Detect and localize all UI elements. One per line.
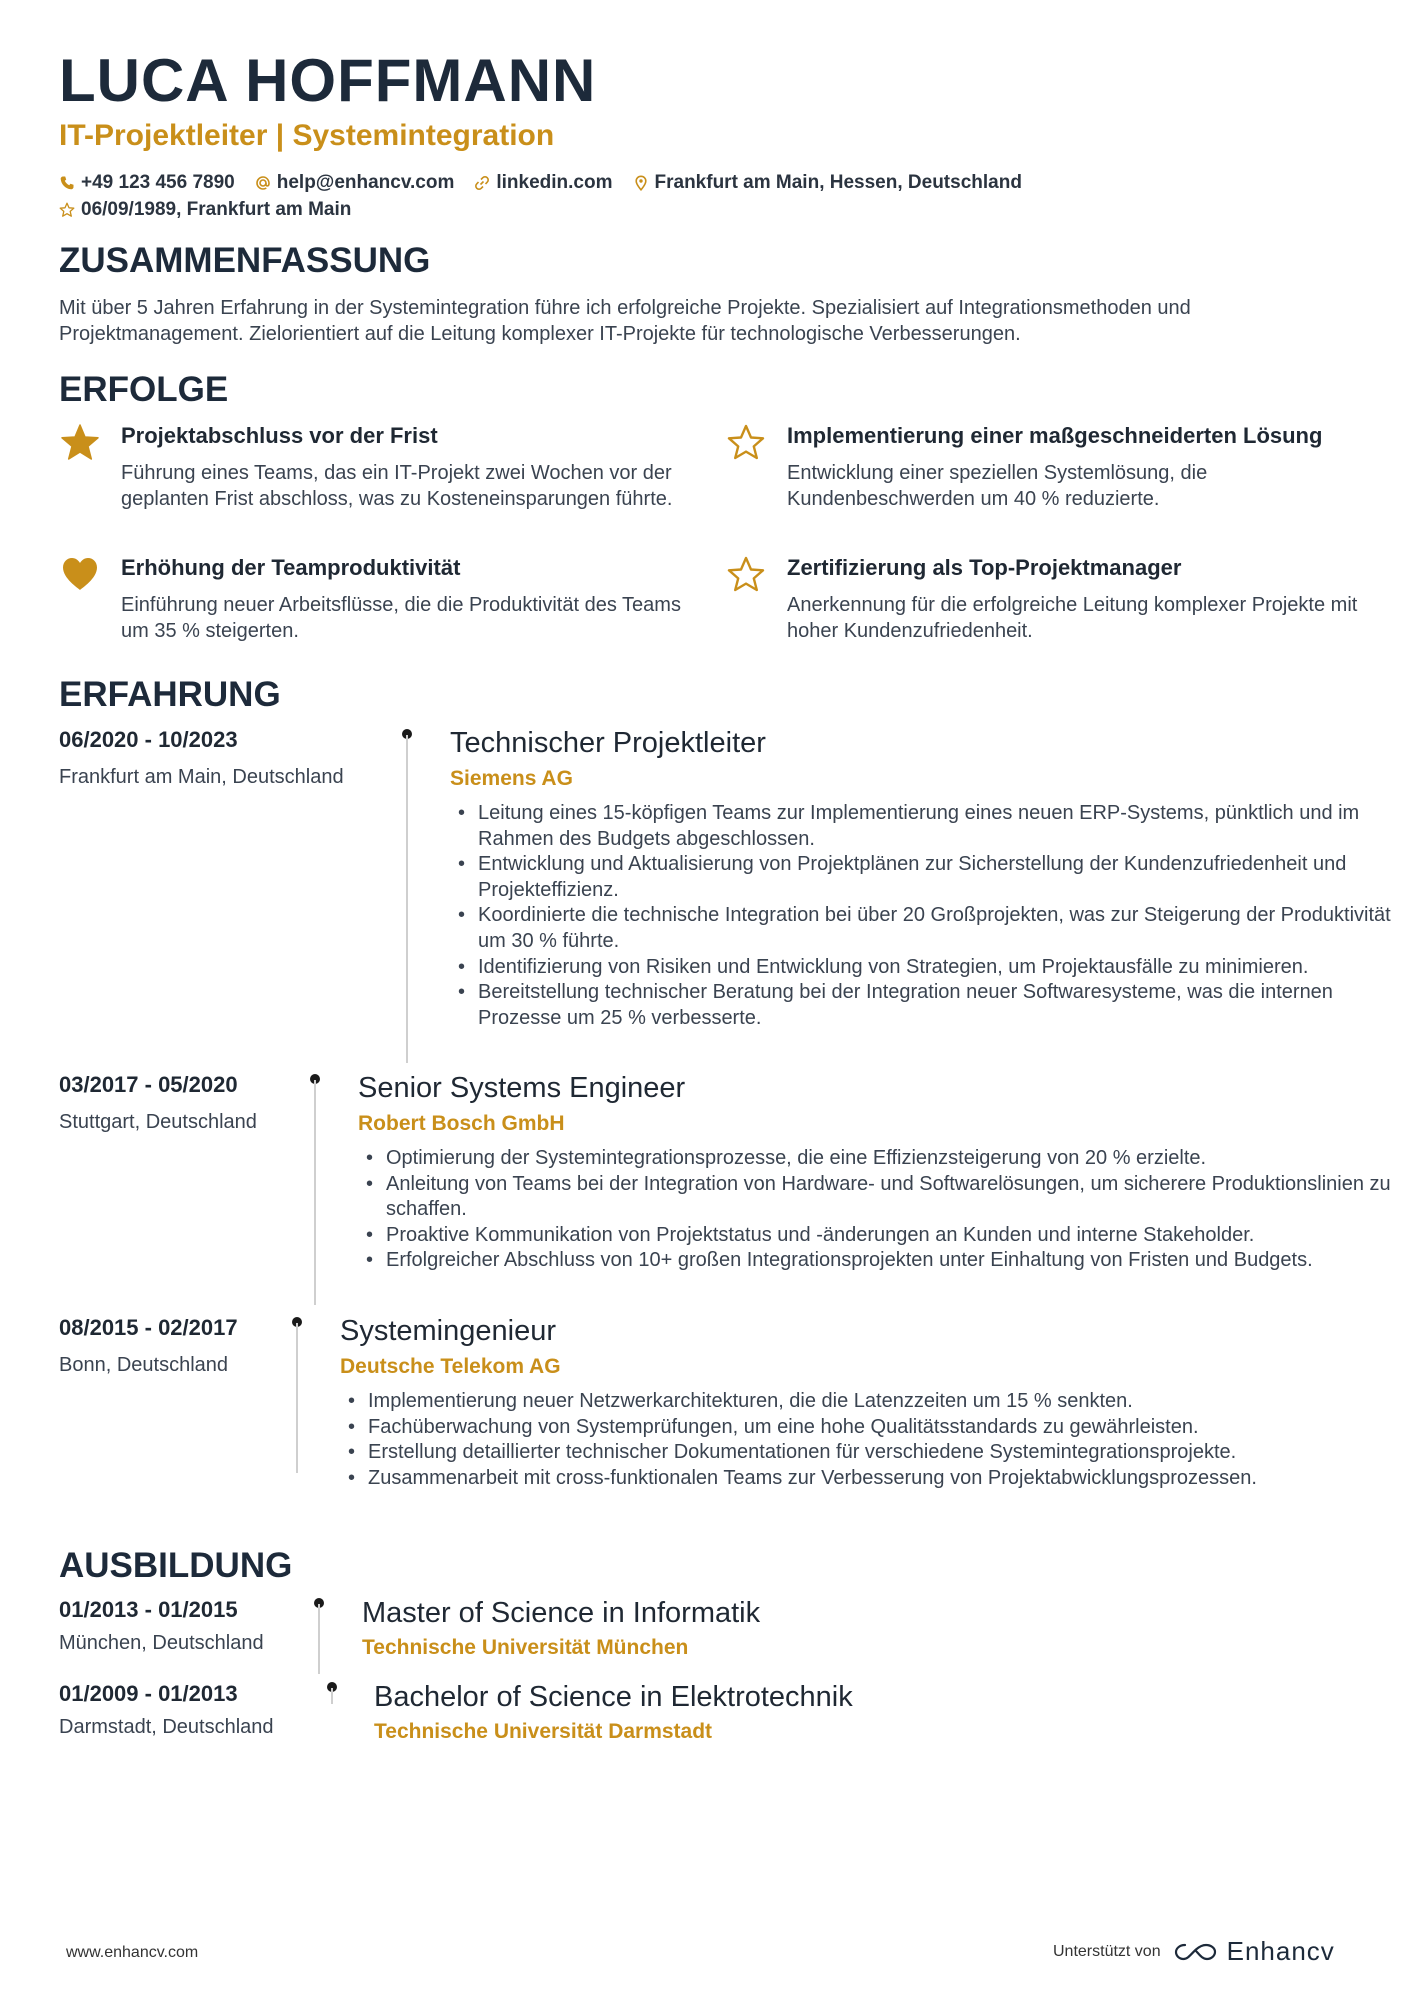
experience-company: Deutsche Telekom AG	[340, 1355, 561, 1378]
experience-role: Systemingenieur	[340, 1315, 556, 1347]
experience-date: 08/2015 - 02/2017	[59, 1315, 238, 1340]
timeline-line	[318, 1604, 320, 1674]
pin-icon	[633, 175, 649, 191]
education-location: Darmstadt, Deutschland	[59, 1716, 274, 1738]
education-degree: Master of Science in Informatik	[362, 1597, 761, 1629]
enhancv-logo-icon	[1173, 1940, 1219, 1964]
experience-location: Stuttgart, Deutschland	[59, 1111, 257, 1133]
timeline-line	[331, 1688, 333, 1704]
star-outline-icon	[727, 556, 765, 592]
achievement-title: Implementierung einer maßgeschneiderten Lösung	[787, 423, 1323, 448]
contact-email[interactable]	[255, 172, 455, 194]
candidate-subtitle: IT-Projektleiter | Systemintegration	[59, 119, 555, 152]
summary-heading: ZUSAMMENFASSUNG	[59, 241, 431, 280]
education-date: 01/2013 - 01/2015	[59, 1597, 238, 1622]
contact-linkedin[interactable]	[474, 172, 612, 194]
bullet-item: • Identifizierung von Risiken und Entwicklung von Strategien, um Projektausfälle zu minimieren.	[450, 955, 1410, 981]
bullet-item: • Entwicklung und Aktualisierung von Projektplänen zur Sicherstellung der Kundenzufriedenheit und Projekteffizienz.	[450, 852, 1410, 903]
experience-bullets	[450, 801, 1410, 1031]
timeline-line	[296, 1323, 298, 1473]
achievement-title: Erhöhung der Teamproduktivität	[121, 555, 461, 580]
contact-info	[59, 170, 1042, 224]
star-outline-icon	[59, 202, 75, 218]
contact-phone	[59, 172, 235, 194]
email-text: help@enhancv.com	[276, 172, 455, 193]
bullet-item: • Proaktive Kommunikation von Projektstatus und -änderungen an Kunden und interne Stakeholder.	[358, 1223, 1410, 1249]
experience-location: Bonn, Deutschland	[59, 1354, 229, 1376]
achievement-title: Projektabschluss vor der Frist	[121, 423, 438, 448]
experience-role: Senior Systems Engineer	[358, 1072, 686, 1104]
birth-text: 06/09/1989, Frankfurt am Main	[81, 199, 352, 220]
location-text: Frankfurt am Main, Hessen, Deutschland	[654, 172, 1022, 193]
education-location: München, Deutschland	[59, 1632, 264, 1654]
contact-row-2	[59, 197, 1042, 223]
bullet-item: • Erstellung detaillierter technischer Dokumentationen für verschiedene Systemintegrationsprojekte.	[340, 1440, 1410, 1466]
footer-branding	[1053, 1936, 1335, 1967]
bullet-item: • Leitung eines 15-köpfigen Teams zur Implementierung eines neuen ERP-Systems, pünktlich und im Rahmen des Budgets abgeschlossen.	[450, 801, 1410, 852]
star-outline-icon	[727, 424, 765, 460]
bullet-item: • Erfolgreicher Abschluss von 10+ großen Integrationsprojekten unter Einhaltung von Fristen und Budgets.	[358, 1248, 1410, 1274]
contact-location	[633, 172, 1022, 194]
contact-row-1	[59, 170, 1042, 196]
achievement-desc: Führung eines Teams, das ein IT-Projekt zwei Wochen vor der geplanten Frist abschloss, was zu Kosteneinsparungen führte.	[121, 462, 673, 510]
experience-bullets	[358, 1146, 1410, 1274]
experience-role: Technischer Projektleiter	[450, 727, 766, 759]
footer-powered-by: Unterstützt von	[1053, 1942, 1161, 1960]
experience-location: Frankfurt am Main, Deutschland	[59, 766, 344, 788]
bullet-item: • Zusammenarbeit mit cross-funktionalen Teams zur Verbesserung von Projektabwicklungsprozessen.	[340, 1466, 1410, 1492]
bullet-item: • Optimierung der Systemintegrationsprozesse, die eine Effizienzsteigerung von 20 % erzielte.	[358, 1146, 1410, 1172]
experience-bullets	[340, 1389, 1410, 1491]
candidate-name: LUCA HOFFMANN	[59, 47, 597, 114]
experience-heading: ERFAHRUNG	[59, 675, 281, 714]
bullet-item: • Anleitung von Teams bei der Integration von Hardware- und Softwarelösungen, um sicherere Produktionslinien zu schaffen.	[358, 1172, 1410, 1223]
footer-website[interactable]: www.enhancv.com	[66, 1944, 199, 1961]
education-school: Technische Universität Darmstadt	[374, 1720, 713, 1743]
education-school: Technische Universität München	[362, 1636, 689, 1659]
timeline-line	[406, 735, 408, 1063]
phone-text: +49 123 456 7890	[81, 172, 235, 193]
summary-text: Mit über 5 Jahren Erfahrung in der Systemintegration führe ich erfolgreiche Projekte. Spezialisiert auf Integrationsmethoden und Projektmanagement. Zielorientiert auf die Leitung komplexer IT-Projekte für technologische Verbesserungen.	[59, 297, 1191, 345]
bullet-item: • Fachüberwachung von Systemprüfungen, um eine hohe Qualitätsstandards zu gewährleisten.	[340, 1415, 1410, 1441]
phone-icon	[59, 175, 75, 191]
achievement-desc: Einführung neuer Arbeitsflüsse, die die Produktivität des Teams um 35 % steigerten.	[121, 594, 681, 642]
experience-date: 03/2017 - 05/2020	[59, 1072, 238, 1097]
timeline-line	[314, 1080, 316, 1305]
link-icon	[474, 175, 490, 191]
achievement-desc: Anerkennung für die erfolgreiche Leitung komplexer Projekte mit hoher Kundenzufriedenheit.	[787, 594, 1358, 642]
experience-company: Siemens AG	[450, 767, 573, 790]
linkedin-text: linkedin.com	[496, 172, 613, 193]
experience-date: 06/2020 - 10/2023	[59, 727, 238, 752]
education-heading: AUSBILDUNG	[59, 1546, 293, 1585]
achievements-heading: ERFOLGE	[59, 370, 229, 409]
education-degree: Bachelor of Science in Elektrotechnik	[374, 1681, 853, 1713]
achievement-title: Zertifizierung als Top-Projektmanager	[787, 555, 1182, 580]
experience-company: Robert Bosch GmbH	[358, 1112, 565, 1135]
bullet-item: • Koordinierte die technische Integration bei über 20 Großprojekten, was zur Steigerung der Produktivität um 30 % führte.	[450, 903, 1410, 954]
star-filled-icon	[61, 424, 99, 460]
footer-brand-name: Enhancv	[1226, 1936, 1335, 1966]
bullet-item: • Bereitstellung technischer Beratung bei der Integration neuer Softwaresysteme, was die internen Prozesse um 25 % verbesserte.	[450, 980, 1410, 1031]
contact-birth	[59, 199, 351, 221]
education-date: 01/2009 - 01/2013	[59, 1681, 238, 1706]
heart-icon	[61, 556, 99, 592]
at-icon	[255, 175, 271, 191]
bullet-item: • Implementierung neuer Netzwerkarchitekturen, die die Latenzzeiten um 15 % senkten.	[340, 1389, 1410, 1415]
achievement-desc: Entwicklung einer speziellen Systemlösung, die Kundenbeschwerden um 40 % reduzierte.	[787, 462, 1208, 510]
